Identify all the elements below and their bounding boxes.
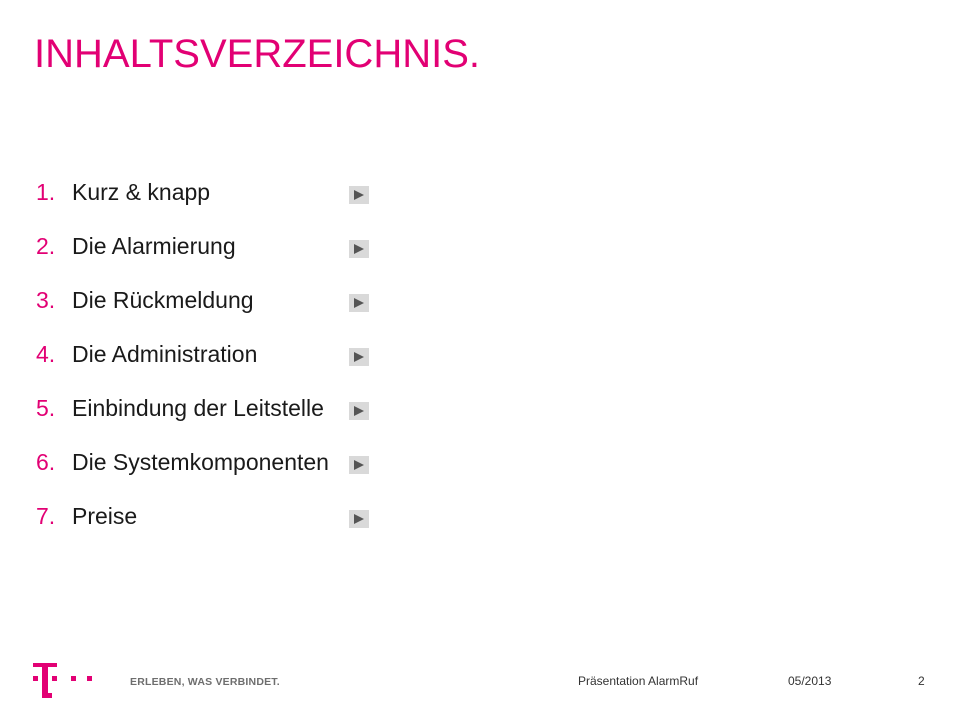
- toc-item-label: Preise: [72, 503, 138, 529]
- play-arrow-icon: [353, 351, 365, 363]
- toc-item: [36, 388, 376, 428]
- play-arrow-icon: [353, 297, 365, 309]
- toc-item-label: Die Alarmierung: [72, 233, 236, 259]
- toc-item-link-button[interactable]: [349, 456, 369, 474]
- slide-title: INHALTSVERZEICHNIS.: [34, 32, 480, 76]
- toc-item-label: Kurz & knapp: [72, 179, 211, 205]
- play-arrow-icon: [353, 459, 365, 471]
- footer-page-number: 2: [918, 674, 925, 688]
- toc-item-number: 7.: [36, 503, 56, 529]
- toc-item-label: Die Rückmeldung: [72, 287, 254, 313]
- toc-item-link-button[interactable]: [349, 294, 369, 312]
- toc-item-number: 3.: [36, 287, 56, 313]
- toc-item: [36, 496, 376, 536]
- footer-presentation-title: Präsentation AlarmRuf: [578, 674, 699, 688]
- toc-item: [36, 442, 376, 482]
- telekom-t-logo-icon: [33, 663, 103, 708]
- toc-item-link-button[interactable]: [349, 510, 369, 528]
- toc-item-number: 4.: [36, 341, 56, 367]
- toc-item-number: 5.: [36, 395, 56, 421]
- toc-item-label: Die Administration: [72, 341, 258, 367]
- toc-item: [36, 334, 376, 374]
- toc-item-label: Die Systemkomponenten: [72, 449, 329, 475]
- toc-item-link-button[interactable]: [349, 240, 369, 258]
- toc-item: [36, 172, 376, 212]
- play-arrow-icon: [353, 243, 365, 255]
- toc-item-link-button[interactable]: [349, 402, 369, 420]
- brand-claim: ERLEBEN, WAS VERBINDET.: [130, 676, 280, 688]
- toc-item-label: Einbindung der Leitstelle: [72, 395, 324, 421]
- toc-item: [36, 280, 376, 320]
- toc-item-link-button[interactable]: [349, 186, 369, 204]
- toc-item-link-button[interactable]: [349, 348, 369, 366]
- play-arrow-icon: [353, 189, 365, 201]
- toc-item-number: 6.: [36, 449, 56, 475]
- toc-item: [36, 226, 376, 266]
- play-arrow-icon: [353, 405, 365, 417]
- footer-date: 05/2013: [788, 674, 832, 688]
- play-arrow-icon: [353, 513, 365, 525]
- toc-item-number: 2.: [36, 233, 56, 259]
- toc-item-number: 1.: [36, 179, 56, 205]
